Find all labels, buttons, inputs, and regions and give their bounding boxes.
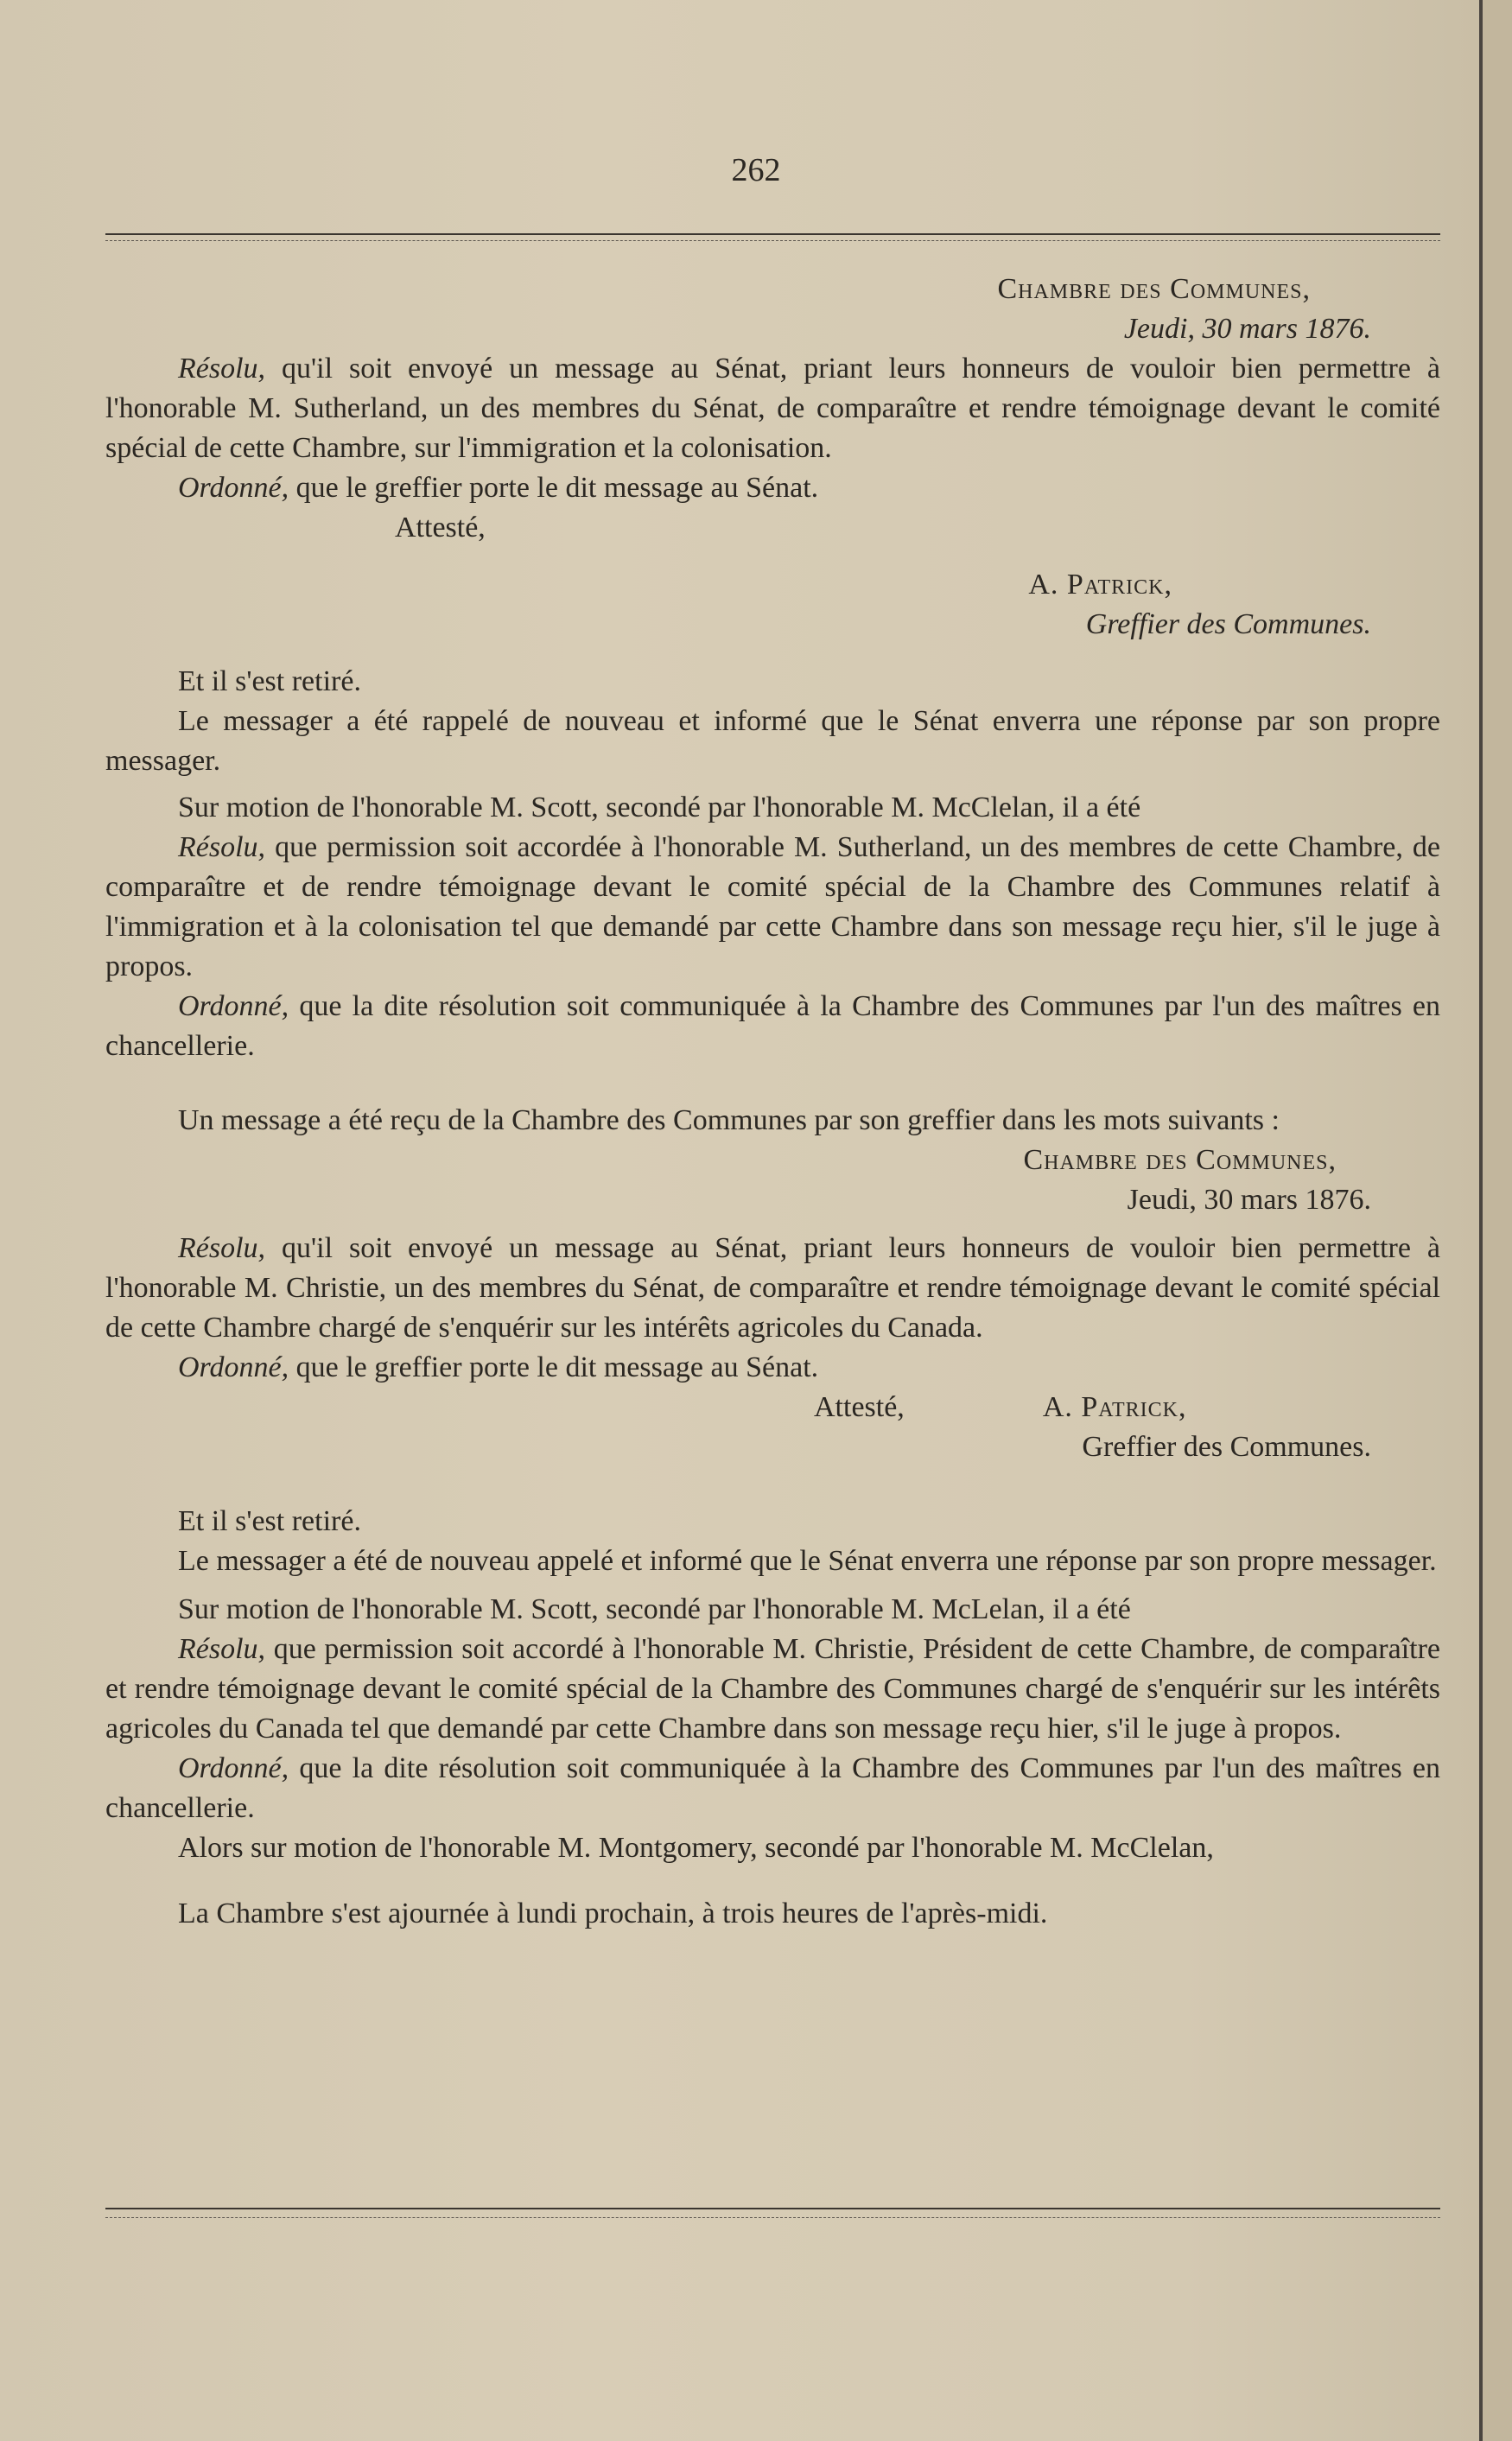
s1-resolu-label: Résolu, [178, 353, 266, 385]
s1-header: Chambre des Communes, [997, 273, 1311, 305]
s2-ordonne2-label: Ordonné, [178, 1752, 289, 1784]
s2-intro: Un message a été reçu de la Chambre des Communes par son greffier dans les mots suivants : [178, 1104, 1280, 1136]
s1-motion: Sur motion de l'honorable M. Scott, secondé par l'honorable M. McClelan, il a été [178, 791, 1141, 823]
top-rule-thin [105, 240, 1440, 241]
s1-resolu-text: qu'il soit envoyé un message au Sénat, priant leurs honneurs de vouloir bien permettre à l'honorable M. Sutherland, un des membres du Sénat, de comparaître et rendre témoignage devant le comité spécial de cette Chambre, sur l'immigration et la colonisation. [105, 353, 1441, 464]
s2-signer-title: Greffier des Communes. [1082, 1431, 1371, 1463]
s1-ordonne-text: que le greffier porte le dit message au Sénat. [295, 472, 819, 504]
s2-resolu-text: qu'il soit envoyé un message au Sénat, priant leurs honneurs de vouloir bien permettre à l'honorable M. Christie, un des membres du Sénat, de comparaître et rendre témoignage devant le comité spécial de cette Chambre chargé de s'enquérir sur les intérêts agricoles du Canada. [105, 1232, 1441, 1344]
s2-ajourne: La Chambre s'est ajournée à lundi prochain, à trois heures de l'après-midi. [178, 1897, 1048, 1929]
s1-resolu2 [105, 828, 1440, 987]
s2-resolu2 [105, 1630, 1440, 1749]
s2-ordonne [105, 1348, 1440, 1388]
s2-date: Jeudi, 30 mars 1876. [1127, 1184, 1371, 1216]
s1-resolu2-label: Résolu, [178, 831, 266, 863]
s2-resolu [105, 1229, 1440, 1348]
s2-retire: Et il s'est retiré. [178, 1505, 361, 1537]
s2-ordonne2 [105, 1749, 1440, 1828]
s1-resolu2-text: que permission soit accordée à l'honorable M. Sutherland, un des membres de cette Chambre, de comparaître et de rendre témoignage devant le comité spécial de la Chambre des Communes relatif à l'immigration et à la colonisation tel que demandé par cette Chambre dans son message reçu hier, s'il le juge à propos. [105, 831, 1441, 982]
s1-retire: Et il s'est retiré. [178, 665, 361, 697]
s1-ordonne-label: Ordonné, [178, 472, 289, 504]
s1-ordonne2-label: Ordonné, [178, 990, 289, 1022]
s2-resolu-label: Résolu, [178, 1232, 266, 1264]
s2-header: Chambre des Communes, [1023, 1144, 1337, 1176]
s2-signer: A. Patrick, [1042, 1391, 1187, 1423]
main-text [105, 270, 1440, 1934]
s1-signer-title: Greffier des Communes. [1085, 608, 1371, 640]
s2-atteste: Attesté, [814, 1391, 905, 1423]
top-rule [105, 233, 1440, 235]
s1-date: Jeudi, 30 mars 1876. [1123, 313, 1371, 345]
page-edge [1483, 0, 1512, 2441]
s1-signer: A. Patrick, [1028, 569, 1172, 601]
s2-ordonne2-text: que la dite résolution soit communiquée à la Chambre des Communes par l'un des maîtres en chancellerie. [105, 1752, 1441, 1824]
s2-alors: Alors sur motion de l'honorable M. Montgomery, secondé par l'honorable M. McClelan, [178, 1832, 1214, 1864]
s2-ordonne-text: que le greffier porte le dit message au Sénat. [295, 1351, 819, 1383]
s1-atteste: Attesté, [395, 512, 486, 544]
s2-atteste-line [105, 1388, 1440, 1427]
page-number: 262 [731, 152, 781, 188]
s2-rappel: Le messager a été de nouveau appelé et informé que le Sénat enverra une réponse par son propre messager. [178, 1545, 1437, 1577]
s1-ordonne [105, 468, 1440, 508]
bottom-rule-thin [105, 2217, 1440, 2218]
s2-motion: Sur motion de l'honorable M. Scott, secondé par l'honorable M. McLelan, il a été [178, 1593, 1131, 1625]
s1-resolu [105, 349, 1440, 468]
s1-ordonne2 [105, 987, 1440, 1066]
s1-ordonne2-text: que la dite résolution soit communiquée à la Chambre des Communes par l'un des maîtres en chancellerie. [105, 990, 1441, 1062]
s1-rappel: Le messager a été rappelé de nouveau et informé que le Sénat enverra une réponse par son propre messager. [105, 705, 1440, 777]
s2-resolu2-text: que permission soit accordé à l'honorable M. Christie, Président de cette Chambre, de comparaître et rendre témoignage devant le comité spécial de la Chambre des Communes chargé de s'enquérir sur les intérêts agricoles du Canada tel que demandé par cette Chambre dans son message reçu hier, s'il le juge à propos. [105, 1633, 1440, 1745]
bottom-rule [105, 2208, 1440, 2209]
s2-resolu2-label: Résolu, [178, 1633, 266, 1665]
s2-ordonne-label: Ordonné, [178, 1351, 289, 1383]
